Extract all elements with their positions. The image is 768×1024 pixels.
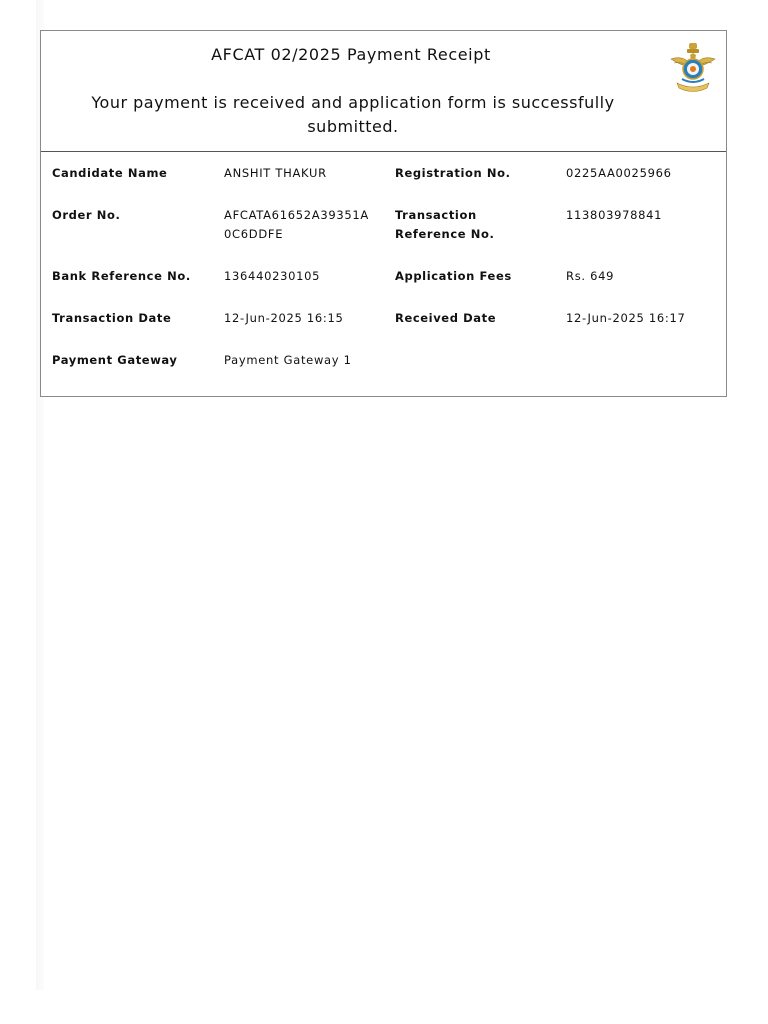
payment-gateway-label: Payment Gateway: [52, 353, 178, 367]
payment-receipt: [40, 30, 727, 397]
bank-reference-no-value: 136440230105: [224, 269, 321, 283]
received-date-label: Received Date: [395, 311, 497, 325]
registration-no-value: 0225AA0025966: [566, 166, 672, 180]
receipt-title: AFCAT 02/2025 Payment Receipt: [211, 45, 491, 64]
receipt-details-table: [41, 161, 728, 390]
application-fees-label: Application Fees: [395, 269, 512, 283]
payment-gateway-value: Payment Gateway 1: [224, 353, 352, 367]
transaction-date-value: 12-Jun-2025 16:15: [224, 311, 344, 325]
order-no-label: Order No.: [52, 208, 121, 222]
application-fees-value: Rs. 649: [566, 269, 615, 283]
indian-air-force-emblem-icon: [668, 41, 718, 97]
empty-value-cell: [555, 348, 728, 390]
received-date-value: 12-Jun-2025 16:17: [566, 311, 686, 325]
table-row: [41, 306, 728, 348]
table-row: [41, 203, 728, 264]
receipt-header: [41, 31, 726, 152]
order-no-value: AFCATA61652A39351A0C6DDFE: [224, 208, 369, 241]
table-row: [41, 161, 728, 203]
transaction-reference-no-label: Transaction Reference No.: [395, 208, 495, 241]
candidate-name-value: ANSHIT THAKUR: [224, 166, 327, 180]
bank-reference-no-label: Bank Reference No.: [52, 269, 191, 283]
table-row: [41, 264, 728, 306]
transaction-reference-no-value: 113803978841: [566, 208, 663, 222]
candidate-name-label: Candidate Name: [52, 166, 168, 180]
table-row: [41, 348, 728, 390]
transaction-date-label: Transaction Date: [52, 311, 172, 325]
empty-label-cell: [384, 348, 555, 390]
receipt-message: Your payment is received and application form is successfully submitted.: [91, 93, 615, 136]
registration-no-label: Registration No.: [395, 166, 511, 180]
